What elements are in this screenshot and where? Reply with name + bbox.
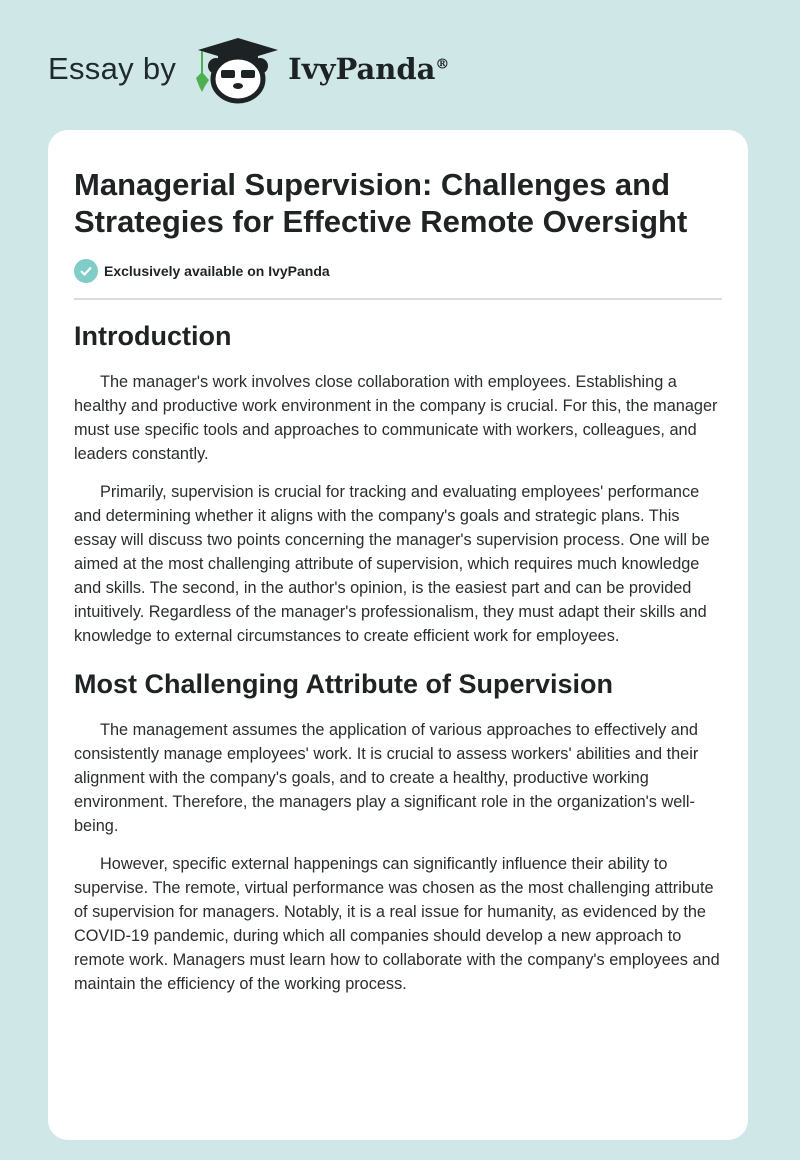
essay-title: Managerial Supervision: Challenges and Strategies for Effective Remote Oversight	[74, 167, 688, 239]
section-introduction	[74, 320, 722, 648]
section-heading: Introduction	[74, 321, 232, 351]
site-header	[48, 34, 449, 104]
paragraph: The manager's work involves close collaboration with employees. Establishing a healthy and productive work environment in the company is crucial. For this, the manager must use specific tools and approaches to communicate with workers, colleagues, and leaders constantly.	[74, 373, 718, 463]
essay-card	[48, 130, 748, 1140]
divider	[74, 298, 722, 300]
check-icon	[74, 259, 98, 283]
paragraph: Primarily, supervision is crucial for tracking and evaluating employees' performance and determining whether it aligns with the company's goals and strategic plans. This essay will discuss two points concerning the manager's supervision process. One will be aimed at the most challenging attribute of supervision, which requires much knowledge and skills. The second, in the author's opinion, is the easiest part and can be provided intuitively. Regardless of the manager's professionalism, they must adapt their skills and knowledge to external circumstances to create efficient work for employees.	[74, 483, 710, 645]
section-heading: Most Challenging Attribute of Supervision	[74, 669, 613, 699]
registered-mark: ®	[435, 56, 450, 73]
paragraph: The management assumes the application of various approaches to effectively and consistently manage employees' work. It is crucial to assess workers' abilities and their alignment with the company's goals, and to create a healthy, productive working environment. Therefore, the managers play a significant role in the organization's well-being.	[74, 721, 699, 835]
brand-text: IvyPanda	[288, 52, 436, 86]
ivypanda-logo-icon[interactable]	[194, 34, 282, 104]
exclusive-badge	[74, 259, 722, 283]
essay-by-label: Essay by	[48, 51, 177, 86]
section-most-challenging-attribute	[74, 668, 722, 996]
paragraph: However, specific external happenings can significantly influence their ability to supervise. The remote, virtual performance was chosen as the most challenging attribute of supervision for managers. Notably, it is a real issue for humanity, as evidenced by the COVID-19 pandemic, during which all companies should develop a new approach to remote work. Managers must learn how to collaborate with the company's employees and maintain the efficiency of the working process.	[74, 855, 720, 993]
badge-text: Exclusively available on IvyPanda	[104, 263, 330, 279]
brand-name[interactable]	[288, 52, 449, 86]
